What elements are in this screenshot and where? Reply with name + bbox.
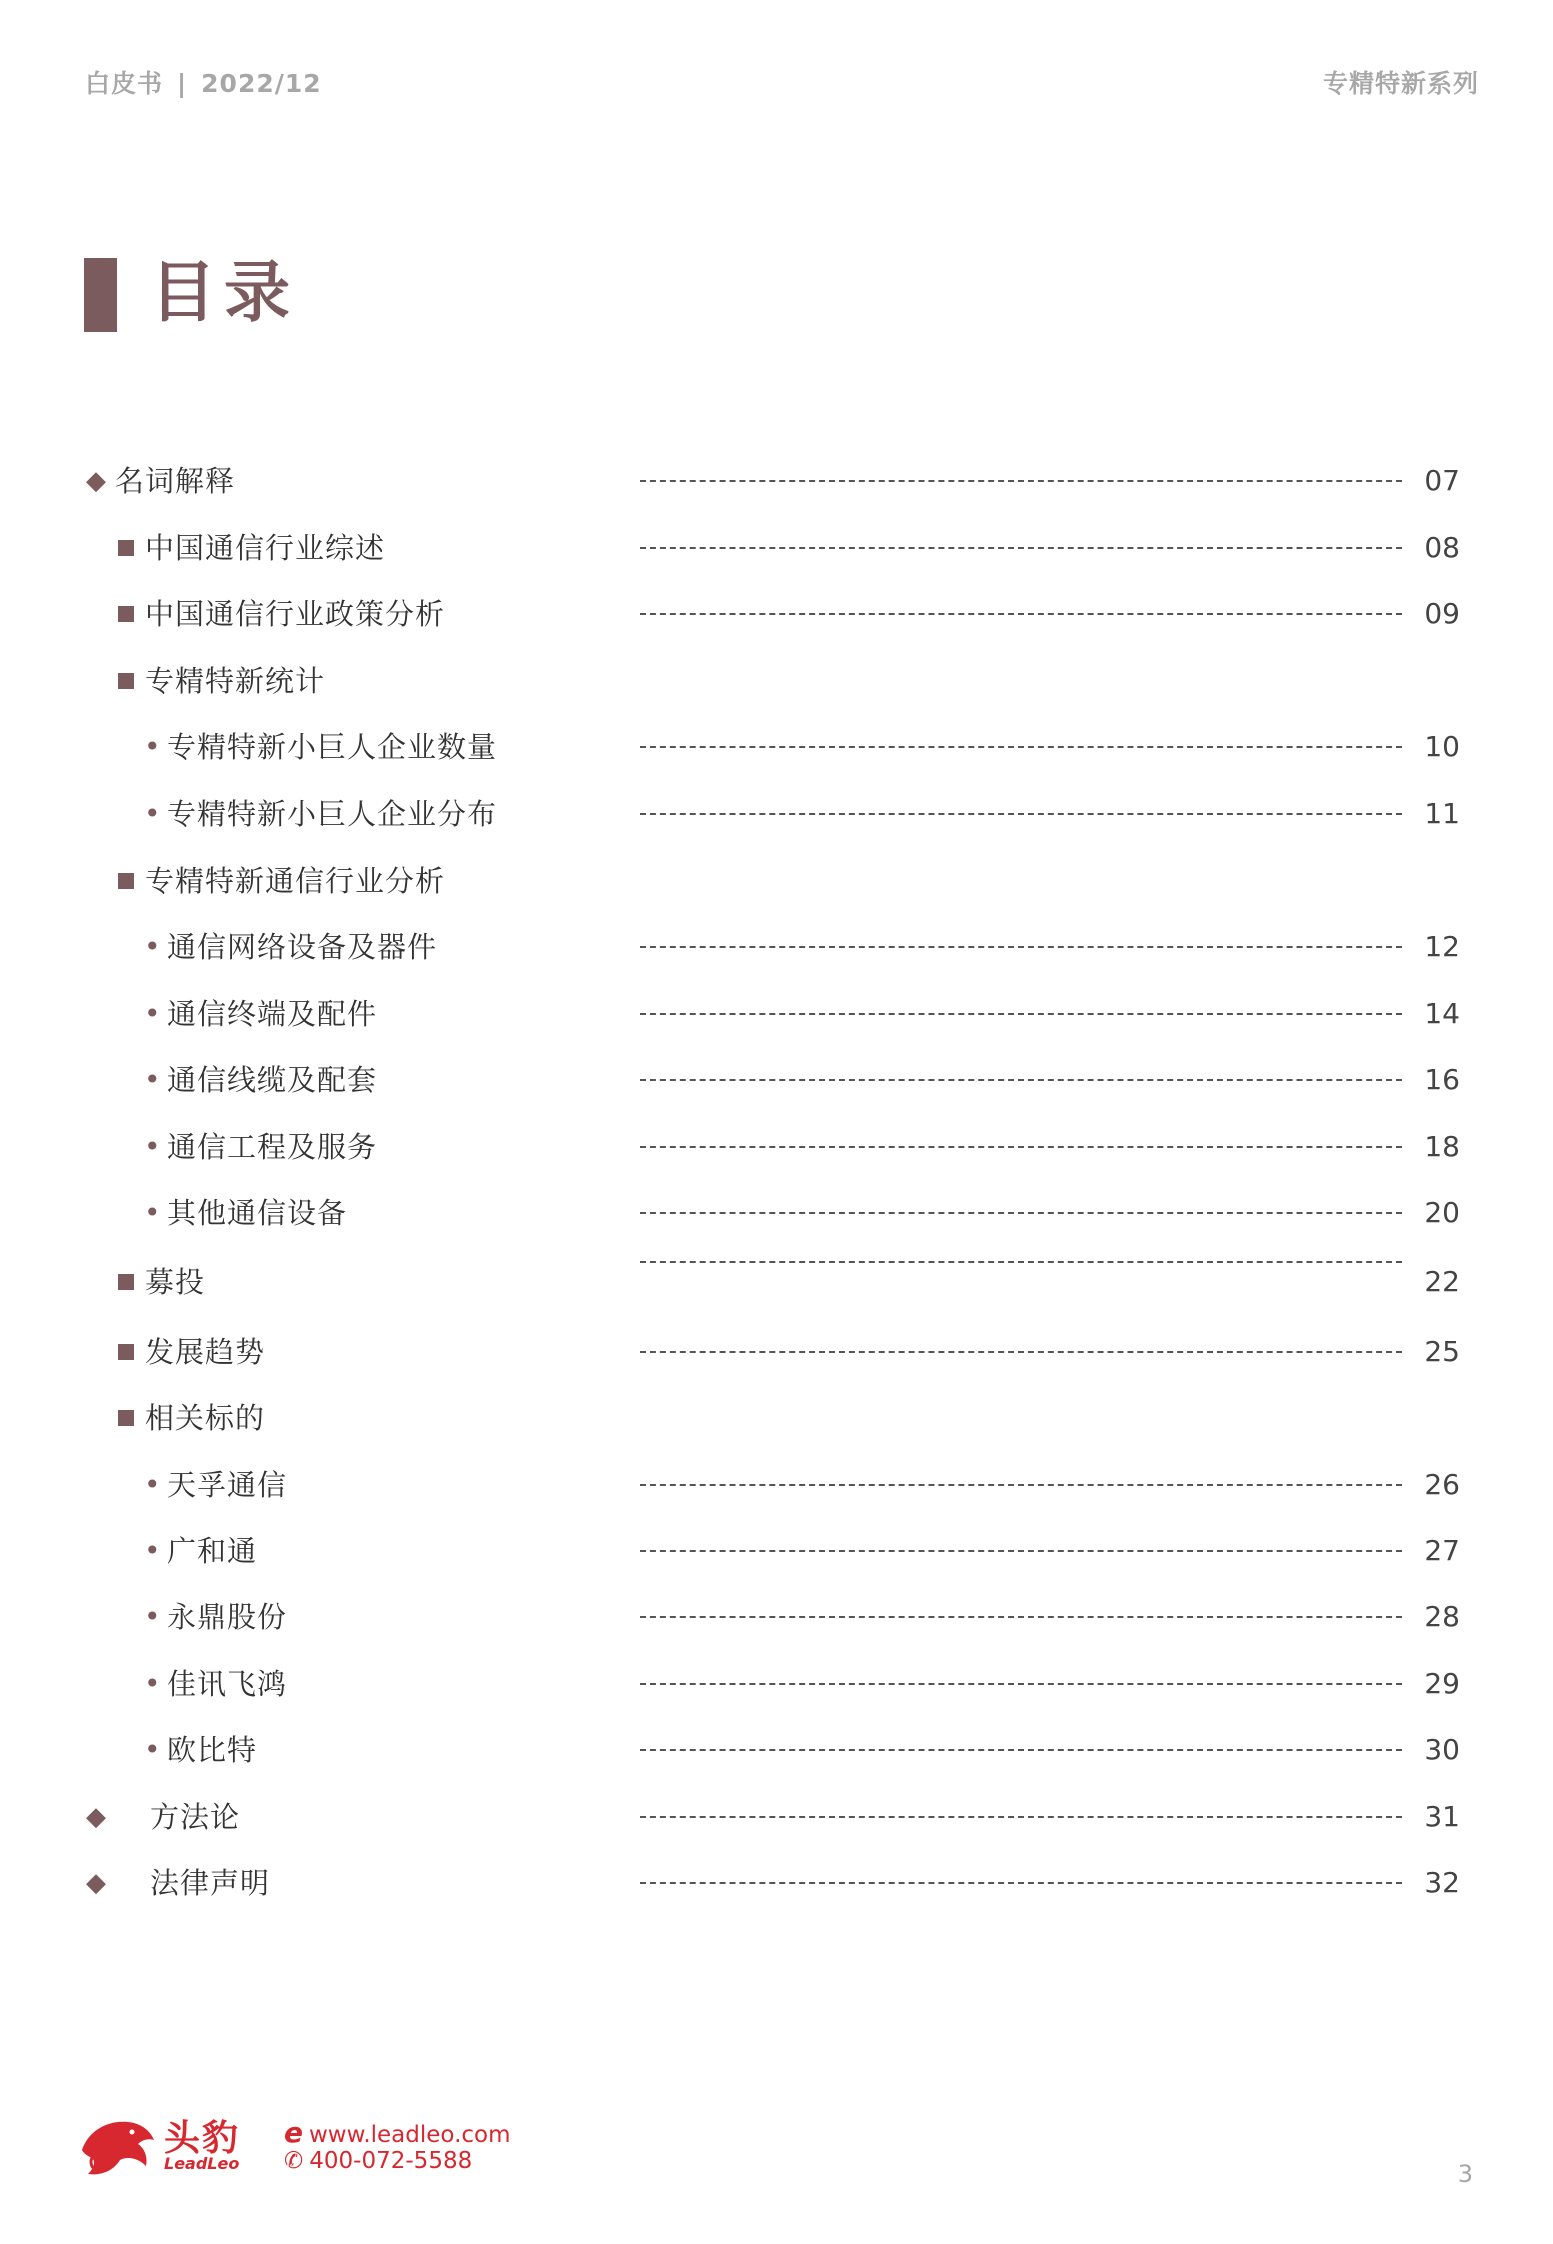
- toc-label: 广和通: [167, 1534, 258, 1568]
- toc-label: 通信终端及配件: [167, 997, 378, 1031]
- dotted-leader: [640, 1749, 1402, 1751]
- dot-bullet-icon: •: [144, 1600, 161, 1633]
- dot-bullet-icon: •: [144, 797, 161, 830]
- toc-page-number: 08: [1424, 531, 1460, 564]
- diamond-bullet-icon: ◆: [86, 1868, 106, 1898]
- toc-label: 发展趋势: [145, 1335, 266, 1369]
- toc-page-number: 16: [1424, 1063, 1460, 1096]
- toc-entry[interactable]: [0, 656, 1553, 706]
- toc-label: 佳讯飞鸿: [167, 1667, 288, 1701]
- toc-entry[interactable]: [0, 1592, 1553, 1642]
- header-separator: |: [177, 69, 188, 98]
- toc-label: 募投: [145, 1265, 206, 1299]
- toc-page-number: 32: [1424, 1866, 1460, 1899]
- toc-label: 通信工程及服务: [167, 1130, 378, 1164]
- dot-bullet-icon: •: [144, 1534, 161, 1567]
- dotted-leader: [640, 1351, 1402, 1353]
- logo-english: LeadLeo: [164, 2154, 240, 2173]
- toc-entry[interactable]: [0, 1725, 1553, 1775]
- dotted-leader: [640, 1212, 1402, 1214]
- toc-page-number: 26: [1424, 1468, 1460, 1501]
- dotted-leader: [640, 1261, 1402, 1263]
- toc-entry[interactable]: [0, 1122, 1553, 1172]
- square-bullet-icon: [118, 1274, 134, 1290]
- phone-text: 400-072-5588: [309, 2148, 473, 2174]
- dotted-leader: [640, 1616, 1402, 1618]
- toc-entry[interactable]: [0, 922, 1553, 972]
- toc-label: 方法论: [150, 1800, 241, 1834]
- dot-bullet-icon: •: [144, 1196, 161, 1229]
- toc-entry[interactable]: [0, 1055, 1553, 1105]
- dot-bullet-icon: •: [144, 1667, 161, 1700]
- toc-label: 专精特新小巨人企业分布: [167, 797, 498, 831]
- toc-label: 中国通信行业综述: [145, 531, 386, 565]
- footer-brand: [78, 2110, 511, 2180]
- toc-entry[interactable]: [0, 1188, 1553, 1238]
- toc-page-number: 30: [1424, 1733, 1460, 1766]
- toc-page-number: 18: [1424, 1130, 1460, 1163]
- toc-page-number: 31: [1424, 1800, 1460, 1833]
- toc-entry[interactable]: [0, 1659, 1553, 1709]
- toc-page-number: 10: [1424, 730, 1460, 763]
- dotted-leader: [640, 547, 1402, 549]
- diamond-bullet-icon: ◆: [86, 1802, 106, 1832]
- square-bullet-icon: [118, 873, 134, 889]
- dot-bullet-icon: •: [144, 1733, 161, 1766]
- header-date: 2022/12: [201, 69, 322, 98]
- square-bullet-icon: [118, 1344, 134, 1360]
- toc-label: 欧比特: [167, 1733, 258, 1767]
- header-series: 专精特新系列: [1322, 69, 1479, 98]
- toc-label: 通信线缆及配套: [167, 1063, 378, 1097]
- dot-bullet-icon: •: [144, 730, 161, 763]
- dotted-leader: [640, 1013, 1402, 1015]
- toc-page-number: 27: [1424, 1534, 1460, 1567]
- page-number: 3: [1457, 2160, 1473, 2188]
- square-bullet-icon: [118, 606, 134, 622]
- toc-label: 专精特新小巨人企业数量: [167, 730, 498, 764]
- title-accent-bar: [84, 258, 117, 332]
- dotted-leader: [640, 813, 1402, 815]
- toc-label: 中国通信行业政策分析: [145, 597, 446, 631]
- dotted-leader: [640, 1079, 1402, 1081]
- toc-label: 其他通信设备: [167, 1196, 348, 1230]
- toc-entry[interactable]: [0, 589, 1553, 639]
- toc-label: 通信网络设备及器件: [167, 930, 438, 964]
- square-bullet-icon: [118, 540, 134, 556]
- square-bullet-icon: [118, 1410, 134, 1426]
- page-title: 目录: [150, 254, 298, 331]
- dotted-leader: [640, 746, 1402, 748]
- toc-label: 永鼎股份: [167, 1600, 288, 1634]
- dot-bullet-icon: •: [144, 1468, 161, 1501]
- dot-bullet-icon: •: [144, 1063, 161, 1096]
- dotted-leader: [640, 1550, 1402, 1552]
- dotted-leader: [640, 1484, 1402, 1486]
- phone-number: [284, 2148, 472, 2174]
- square-bullet-icon: [118, 673, 134, 689]
- toc-label: 天孚通信: [167, 1468, 288, 1502]
- logo-chinese: 头豹: [164, 2118, 241, 2159]
- website-link[interactable]: [284, 2116, 511, 2149]
- dot-bullet-icon: •: [144, 1130, 161, 1163]
- header-doc-type: 白皮书: [85, 69, 164, 98]
- toc-entry[interactable]: [0, 523, 1553, 573]
- web-e-icon: e: [284, 2116, 303, 2149]
- toc-page-number: 20: [1424, 1196, 1460, 1229]
- dotted-leader: [640, 480, 1402, 482]
- toc-entry[interactable]: [0, 789, 1553, 839]
- toc-entry[interactable]: [0, 1460, 1553, 1510]
- toc-page-number: 25: [1424, 1335, 1460, 1368]
- toc-label: 法律声明: [150, 1866, 271, 1900]
- toc-page-number: 14: [1424, 997, 1460, 1030]
- website-text: www.leadleo.com: [309, 2122, 511, 2148]
- dotted-leader: [640, 1146, 1402, 1148]
- toc-entry[interactable]: [0, 1792, 1553, 1842]
- toc-entry[interactable]: [0, 1858, 1553, 1908]
- toc-entry[interactable]: [0, 856, 1553, 906]
- toc-entry[interactable]: [0, 1526, 1553, 1576]
- toc-page-number: 22: [1424, 1265, 1460, 1298]
- leopard-logo-icon: [78, 2110, 158, 2180]
- diamond-bullet-icon: ◆: [86, 466, 106, 496]
- toc-label: 名词解释: [115, 464, 236, 498]
- toc-entry[interactable]: [0, 1393, 1553, 1443]
- dot-bullet-icon: •: [144, 930, 161, 963]
- toc-entry[interactable]: [0, 1257, 1553, 1307]
- toc-page-number: 09: [1424, 597, 1460, 630]
- toc-page-number: 29: [1424, 1667, 1460, 1700]
- header-left: [85, 64, 322, 100]
- toc-entry[interactable]: [0, 456, 1553, 506]
- toc-entry[interactable]: [0, 1327, 1553, 1377]
- toc-label: 相关标的: [145, 1401, 266, 1435]
- dotted-leader: [640, 1816, 1402, 1818]
- toc-page-number: 11: [1424, 797, 1460, 830]
- dotted-leader: [640, 613, 1402, 615]
- toc-entry[interactable]: [0, 989, 1553, 1039]
- dotted-leader: [640, 946, 1402, 948]
- toc-entry[interactable]: [0, 722, 1553, 772]
- toc-label: 专精特新通信行业分析: [145, 864, 446, 898]
- dot-bullet-icon: •: [144, 997, 161, 1030]
- toc-label: 专精特新统计: [145, 664, 326, 698]
- toc-page-number: 07: [1424, 464, 1460, 497]
- phone-icon: ✆: [284, 2148, 304, 2174]
- toc-page-number: 12: [1424, 930, 1460, 963]
- dotted-leader: [640, 1683, 1402, 1685]
- toc-page-number: 28: [1424, 1600, 1460, 1633]
- dotted-leader: [640, 1882, 1402, 1884]
